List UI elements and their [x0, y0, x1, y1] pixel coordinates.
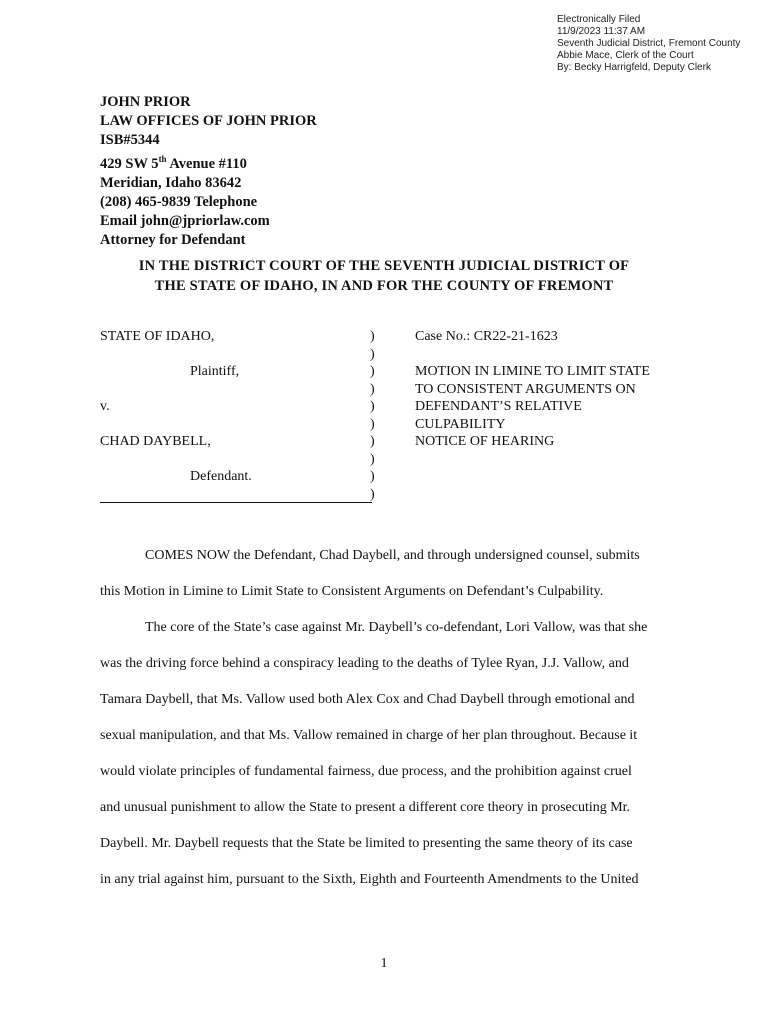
page-number: 1 [380, 956, 388, 971]
body-line: this Motion in Limine to Limit State to Consistent Arguments on Defendant’s Culpability. [100, 584, 604, 599]
defendant-name: CHAD DAYBELL, [100, 434, 211, 449]
body-line: was the driving force behind a conspiracy leading to the deaths of Tylee Ryan, J.J. Vallow, and [100, 656, 629, 671]
caption-paren: ) [370, 381, 375, 397]
body-line: sexual manipulation, and that Ms. Vallow remained in charge of her plan throughout. Because it [100, 728, 638, 743]
body-line: would violate principles of fundamental fairness, due process, and the prohibition against cruel [100, 764, 632, 779]
attorney-block [100, 93, 317, 250]
filing-stamp-line: Electronically Filed [557, 14, 641, 25]
body-line: in any trial against him, pursuant to the Sixth, Eighth and Fourteenth Amendments to the United [100, 872, 639, 887]
attorney-firm: LAW OFFICES OF JOHN PRIOR [100, 113, 317, 129]
motion-title-line: MOTION IN LIMINE TO LIMIT STATE [415, 364, 650, 379]
case-caption-parties [100, 328, 360, 486]
caption-paren: ) [370, 469, 375, 484]
address-ordinal: th [158, 154, 167, 164]
caption-paren: ) [370, 364, 375, 379]
case-caption-title [415, 328, 715, 451]
body-line: Daybell. Mr. Daybell requests that the State be limited to presenting the same theory of its case [100, 836, 633, 851]
attorney-email: Email john@jpriorlaw.com [100, 212, 270, 229]
caption-paren: ) [370, 486, 375, 502]
body-line: Tamara Daybell, that Ms. Vallow used both Alex Cox and Chad Daybell through emotional and [100, 692, 635, 707]
plaintiff-label: Plaintiff, [190, 364, 240, 379]
attorney-phone: (208) 465-9839 Telephone [100, 193, 258, 210]
defendant-label: Defendant. [190, 469, 252, 484]
court-heading [0, 256, 768, 296]
filing-stamp-line: 11/9/2023 11:37 AM [557, 26, 646, 37]
attorney-address [100, 150, 317, 174]
attorney-isb: ISB#5344 [100, 132, 160, 148]
caption-parentheses [370, 328, 375, 503]
motion-body [100, 538, 690, 898]
filing-stamp-line: Seventh Judicial District, Fremont County [557, 38, 741, 49]
body-line: and unusual punishment to allow the State to present a different core theory in prosecuting Mr. [100, 800, 631, 815]
address-street: Avenue #110 [166, 155, 247, 172]
filing-stamp [557, 14, 740, 74]
caption-paren: ) [370, 451, 375, 467]
caption-paren: ) [370, 416, 375, 432]
plaintiff-name: STATE OF IDAHO, [100, 329, 215, 344]
caption-rule [100, 502, 372, 503]
notice-of-hearing: NOTICE OF HEARING [415, 434, 555, 449]
caption-paren: ) [370, 329, 375, 344]
motion-title-line: CULPABILITY [415, 416, 506, 432]
motion-title-line: TO CONSISTENT ARGUMENTS ON [415, 381, 636, 397]
body-line: COMES NOW the Defendant, Chad Daybell, and through undersigned counsel, submits [145, 548, 640, 563]
motion-title-line: DEFENDANT’S RELATIVE [415, 399, 582, 414]
caption-paren: ) [370, 434, 375, 449]
attorney-role: Attorney for Defendant [100, 231, 246, 248]
address-number: 429 SW 5 [100, 155, 159, 172]
filing-stamp-line: Abbie Mace, Clerk of the Court [557, 50, 694, 61]
court-heading-line: THE STATE OF IDAHO, IN AND FOR THE COUNTY OF FREMONT [154, 278, 614, 294]
attorney-city: Meridian, Idaho 83642 [100, 174, 242, 191]
body-line: The core of the State’s case against Mr. Daybell’s co-defendant, Lori Vallow, was that she [145, 620, 648, 635]
attorney-name: JOHN PRIOR [100, 94, 191, 110]
case-number: Case No.: CR22-21-1623 [415, 329, 558, 344]
versus: v. [100, 399, 110, 414]
caption-paren: ) [370, 346, 375, 362]
court-heading-line: IN THE DISTRICT COURT OF THE SEVENTH JUDICIAL DISTRICT OF [138, 258, 630, 274]
filing-stamp-line: By: Becky Harrigfeld, Deputy Clerk [557, 62, 711, 73]
caption-paren: ) [370, 399, 375, 414]
